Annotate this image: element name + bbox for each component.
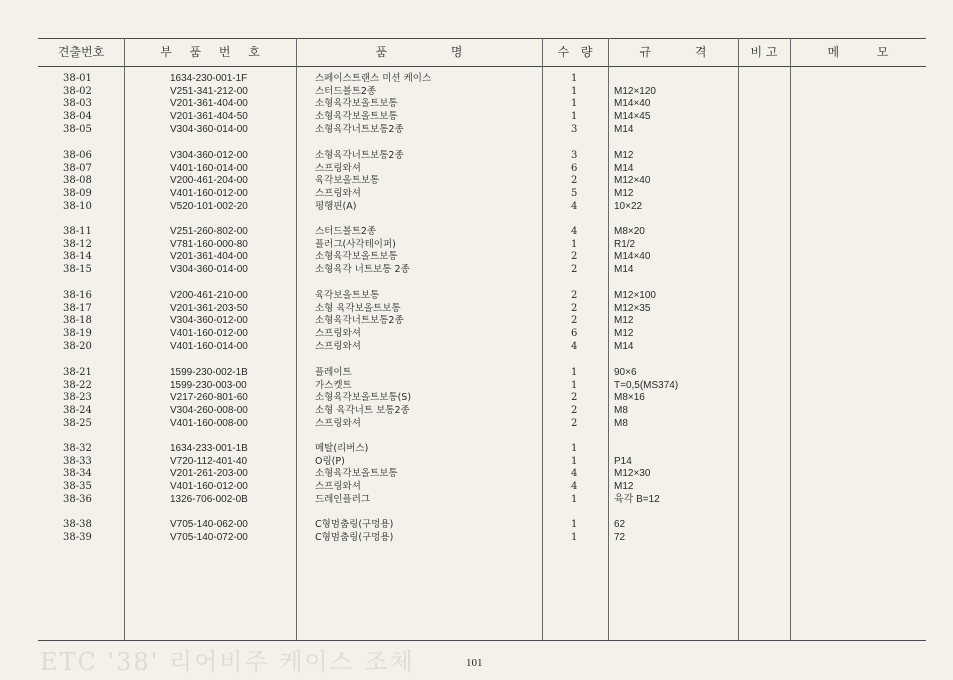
part-name: 스프링와셔 bbox=[315, 188, 361, 200]
specification: M12 bbox=[614, 315, 634, 327]
part-number: 1326-706-002-0B bbox=[170, 493, 248, 505]
part-number: V304-260-008-00 bbox=[170, 405, 248, 417]
header-no: 견출번호 bbox=[57, 45, 105, 59]
quantity: 1 bbox=[571, 379, 578, 391]
part-name: 스페이스트랜스 미션 케이스 bbox=[315, 73, 432, 84]
specification: 10×22 bbox=[614, 200, 643, 212]
part-name: 소형육각보올트보통 bbox=[315, 251, 398, 263]
table-row bbox=[0, 150, 953, 163]
specification: M14 bbox=[614, 264, 634, 276]
header-spec: 규 격 bbox=[639, 45, 707, 59]
part-number: V200-461-204-00 bbox=[170, 175, 248, 187]
part-name: 플레이트 bbox=[315, 367, 352, 378]
part-ref-number: 38-38 bbox=[63, 519, 92, 530]
table-row bbox=[0, 392, 953, 405]
table-row bbox=[0, 201, 953, 214]
quantity: 1 bbox=[571, 85, 578, 97]
quantity: 3 bbox=[571, 123, 578, 135]
quantity: 1 bbox=[571, 111, 578, 123]
part-ref-number: 38-22 bbox=[63, 379, 92, 391]
quantity: 3 bbox=[571, 150, 578, 161]
specification: T=0,5(MS374) bbox=[614, 379, 679, 391]
part-number: V251-260-802-00 bbox=[170, 226, 248, 237]
quantity: 1 bbox=[571, 98, 578, 110]
table-row bbox=[0, 367, 953, 380]
part-name: 소형 육각너트 보통2종 bbox=[315, 405, 410, 417]
header-qty: 수 량 bbox=[557, 45, 593, 59]
part-ref-number: 38-34 bbox=[63, 468, 92, 480]
part-number: V401-160-012-00 bbox=[170, 328, 248, 340]
part-number: V705-140-062-00 bbox=[170, 519, 248, 530]
part-name: 소형 육각보올트보통 bbox=[315, 302, 401, 314]
part-name: C형멈춤링(구멍용) bbox=[315, 519, 394, 530]
table-row bbox=[0, 532, 953, 545]
specification: M12×120 bbox=[614, 85, 656, 97]
part-ref-number: 38-15 bbox=[63, 264, 92, 276]
table-row bbox=[0, 188, 953, 201]
specification: M8×20 bbox=[614, 226, 645, 237]
part-number: V401-160-014-00 bbox=[170, 162, 248, 174]
part-name: 메탈(리버스) bbox=[315, 443, 369, 454]
part-name: 소형육각보올트보통(S) bbox=[315, 392, 412, 404]
table-row bbox=[0, 494, 953, 507]
header-bottom-border bbox=[38, 66, 926, 67]
table-row bbox=[0, 98, 953, 111]
specification: R1/2 bbox=[614, 238, 636, 250]
part-ref-number: 38-25 bbox=[63, 417, 92, 429]
part-name: O링(P) bbox=[315, 455, 345, 467]
specification: M14 bbox=[614, 162, 634, 174]
specification: 육각 B=12 bbox=[614, 493, 660, 505]
quantity: 2 bbox=[571, 302, 578, 314]
part-ref-number: 38-39 bbox=[63, 531, 92, 543]
table-row bbox=[0, 73, 953, 86]
specification: 90×6 bbox=[614, 367, 637, 378]
quantity: 1 bbox=[571, 238, 578, 250]
part-name: 가스켓트 bbox=[315, 379, 352, 391]
specification: M12 bbox=[614, 188, 634, 200]
specification: P14 bbox=[614, 455, 632, 467]
part-number: V401-160-012-00 bbox=[170, 481, 248, 493]
quantity: 6 bbox=[571, 162, 578, 174]
quantity: 1 bbox=[571, 455, 578, 467]
quantity: 2 bbox=[571, 315, 578, 327]
part-ref-number: 38-05 bbox=[63, 123, 92, 135]
quantity: 2 bbox=[571, 290, 578, 301]
part-ref-number: 38-03 bbox=[63, 98, 92, 110]
header-part: 부 품 번 호 bbox=[160, 45, 260, 59]
table-row bbox=[0, 405, 953, 418]
quantity: 2 bbox=[571, 264, 578, 276]
part-name: 스프링와셔 bbox=[315, 328, 361, 340]
part-name: 스프링와셔 bbox=[315, 340, 361, 352]
part-number: V705-140-072-00 bbox=[170, 531, 248, 543]
specification: M12×100 bbox=[614, 290, 656, 301]
part-name: 스터드볼트2종 bbox=[315, 226, 377, 237]
part-name: 스프링와셔 bbox=[315, 481, 361, 493]
part-name: 육각보올트보통 bbox=[315, 290, 380, 301]
part-ref-number: 38-16 bbox=[63, 290, 92, 301]
quantity: 1 bbox=[571, 443, 578, 454]
part-ref-number: 38-10 bbox=[63, 200, 92, 212]
specification: 62 bbox=[614, 519, 626, 530]
quantity: 4 bbox=[571, 200, 578, 212]
quantity: 2 bbox=[571, 417, 578, 429]
quantity: 2 bbox=[571, 175, 578, 187]
part-name: C형멈춤링(구멍용) bbox=[315, 531, 394, 543]
specification: M14×40 bbox=[614, 251, 651, 263]
part-ref-number: 38-17 bbox=[63, 302, 92, 314]
specification: M14×40 bbox=[614, 98, 651, 110]
table-row bbox=[0, 264, 953, 277]
quantity: 1 bbox=[571, 73, 578, 84]
part-number: V401-160-014-00 bbox=[170, 340, 248, 352]
part-ref-number: 38-24 bbox=[63, 405, 92, 417]
table-row bbox=[0, 163, 953, 176]
part-name: 스터드볼트2종 bbox=[315, 85, 377, 97]
specification: M12 bbox=[614, 150, 634, 161]
quantity: 1 bbox=[571, 531, 578, 543]
part-number: 1634-233-001-1B bbox=[170, 443, 248, 454]
specification: M8 bbox=[614, 417, 628, 429]
specification: M8×16 bbox=[614, 392, 645, 404]
quantity: 2 bbox=[571, 392, 578, 404]
specification: 72 bbox=[614, 531, 626, 543]
table-row bbox=[0, 251, 953, 264]
table-row bbox=[0, 456, 953, 469]
part-number: V401-160-008-00 bbox=[170, 417, 248, 429]
specification: M12 bbox=[614, 328, 634, 340]
table-row bbox=[0, 481, 953, 494]
part-ref-number: 38-08 bbox=[63, 175, 92, 187]
part-name: 스프링와셔 bbox=[315, 162, 361, 174]
part-name: 플러그(사각테이퍼) bbox=[315, 238, 396, 250]
part-name: 소형육각보올트보통 bbox=[315, 468, 398, 480]
part-number: V201-361-203-50 bbox=[170, 302, 248, 314]
quantity: 4 bbox=[571, 468, 578, 480]
quantity: 5 bbox=[571, 188, 578, 200]
part-ref-number: 38-12 bbox=[63, 238, 92, 250]
part-number: V304-360-012-00 bbox=[170, 150, 248, 161]
part-number: V201-361-404-00 bbox=[170, 251, 248, 263]
part-number: V304-360-014-00 bbox=[170, 264, 248, 276]
part-ref-number: 38-01 bbox=[63, 73, 92, 84]
part-number: V401-160-012-00 bbox=[170, 188, 248, 200]
table-row bbox=[0, 86, 953, 99]
quantity: 2 bbox=[571, 251, 578, 263]
quantity: 1 bbox=[571, 367, 578, 378]
part-ref-number: 38-07 bbox=[63, 162, 92, 174]
table-row bbox=[0, 380, 953, 393]
specification: M14×45 bbox=[614, 111, 651, 123]
part-name: 소형육각보올트보통 bbox=[315, 98, 398, 110]
part-ref-number: 38-11 bbox=[63, 226, 92, 237]
part-number: V201-361-404-00 bbox=[170, 98, 248, 110]
part-number: 1599-230-002-1B bbox=[170, 367, 248, 378]
part-number: V201-261-203-00 bbox=[170, 468, 248, 480]
specification: M12×40 bbox=[614, 175, 651, 187]
part-ref-number: 38-02 bbox=[63, 85, 92, 97]
table-row bbox=[0, 328, 953, 341]
quantity: 1 bbox=[571, 493, 578, 505]
table-row bbox=[0, 290, 953, 303]
part-number: V200-461-210-00 bbox=[170, 290, 248, 301]
specification: M8 bbox=[614, 405, 628, 417]
part-name: 육각보올트보통 bbox=[315, 175, 380, 187]
specification: M14 bbox=[614, 123, 634, 135]
part-number: V251-341-212-00 bbox=[170, 85, 248, 97]
part-name: 소형육각너트보통2종 bbox=[315, 150, 404, 161]
table-row bbox=[0, 443, 953, 456]
part-ref-number: 38-18 bbox=[63, 315, 92, 327]
part-ref-number: 38-23 bbox=[63, 392, 92, 404]
quantity: 4 bbox=[571, 340, 578, 352]
table-row bbox=[0, 418, 953, 431]
part-number: V304-360-014-00 bbox=[170, 123, 248, 135]
part-ref-number: 38-21 bbox=[63, 367, 92, 378]
part-ref-number: 38-35 bbox=[63, 481, 92, 493]
table-row bbox=[0, 519, 953, 532]
specification: M12 bbox=[614, 481, 634, 493]
part-name: 스프링와셔 bbox=[315, 417, 361, 429]
part-number: V720-112-401-40 bbox=[170, 455, 248, 467]
table-row bbox=[0, 239, 953, 252]
part-number: V201-361-404-50 bbox=[170, 111, 248, 123]
part-name: 평행핀(A) bbox=[315, 200, 357, 212]
part-ref-number: 38-36 bbox=[63, 493, 92, 505]
part-number: V781-160-000-80 bbox=[170, 238, 248, 250]
part-name: 소형육각너트보통2종 bbox=[315, 123, 404, 135]
part-number: V304-360-012-00 bbox=[170, 315, 248, 327]
header-remark: 비 고 bbox=[750, 45, 778, 59]
table-row bbox=[0, 175, 953, 188]
part-name: 소형육각보올트보통 bbox=[315, 111, 398, 123]
part-ref-number: 38-32 bbox=[63, 443, 92, 454]
table-row bbox=[0, 468, 953, 481]
specification: M14 bbox=[614, 340, 634, 352]
part-number: V520-101-002-20 bbox=[170, 200, 248, 212]
part-ref-number: 38-09 bbox=[63, 188, 92, 200]
table-row bbox=[0, 315, 953, 328]
part-ref-number: 38-19 bbox=[63, 328, 92, 340]
quantity: 1 bbox=[571, 519, 578, 530]
bleed-through-text: ETC '38' 리어비주 케이스 조체 bbox=[40, 648, 415, 676]
header-memo: 메 모 bbox=[827, 45, 889, 59]
quantity: 4 bbox=[571, 481, 578, 493]
specification: M12×30 bbox=[614, 468, 651, 480]
page-number: 101 bbox=[466, 657, 483, 669]
part-name: 소형육각너트보통2종 bbox=[315, 315, 404, 327]
specification: M12×35 bbox=[614, 302, 651, 314]
table-row bbox=[0, 111, 953, 124]
table-row bbox=[0, 226, 953, 239]
part-ref-number: 38-04 bbox=[63, 111, 92, 123]
part-number: 1599-230-003-00 bbox=[170, 379, 247, 391]
quantity: 6 bbox=[571, 328, 578, 340]
part-name: 소형육각 너트보통 2종 bbox=[315, 264, 410, 276]
table-row bbox=[0, 303, 953, 316]
part-ref-number: 38-14 bbox=[63, 251, 92, 263]
quantity: 2 bbox=[571, 405, 578, 417]
header-name: 품 명 bbox=[375, 45, 463, 59]
table-row bbox=[0, 341, 953, 354]
part-number: 1634-230-001-1F bbox=[170, 73, 248, 84]
table-row bbox=[0, 124, 953, 137]
part-name: 드레인플러그 bbox=[315, 493, 371, 505]
part-ref-number: 38-20 bbox=[63, 340, 92, 352]
part-ref-number: 38-06 bbox=[63, 150, 92, 161]
part-ref-number: 38-33 bbox=[63, 455, 92, 467]
quantity: 4 bbox=[571, 226, 578, 237]
table-bottom-border bbox=[38, 640, 926, 641]
part-number: V217-260-801-60 bbox=[170, 392, 248, 404]
